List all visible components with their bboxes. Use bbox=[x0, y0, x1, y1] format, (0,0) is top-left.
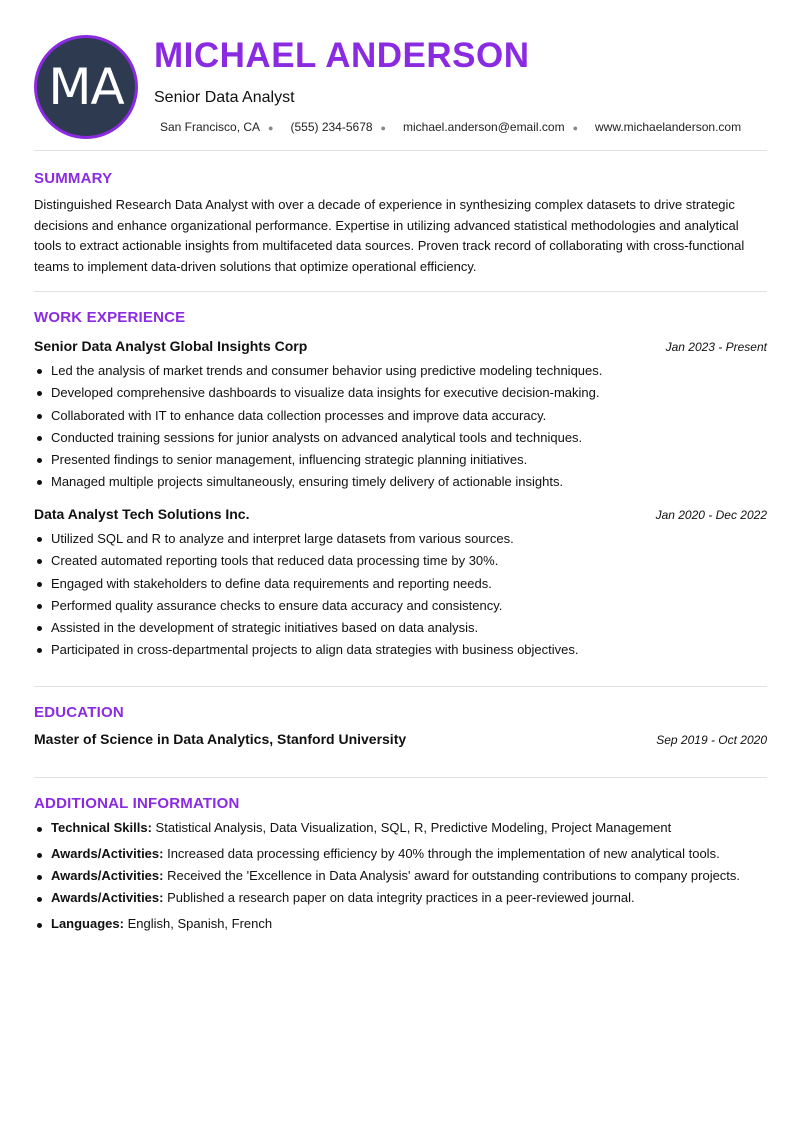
list-item: Developed comprehensive dashboards to visualize data insights for executive decision-making. bbox=[34, 382, 769, 404]
list-item: Assisted in the development of strategic initiatives based on data analysis. bbox=[34, 617, 769, 639]
contact-website[interactable]: www.michaelanderson.com bbox=[595, 120, 742, 134]
list-item: Led the analysis of market trends and consumer behavior using predictive modeling techniques. bbox=[34, 360, 769, 382]
list-item bbox=[34, 916, 774, 938]
job-dates: Jan 2023 - Present bbox=[665, 340, 767, 354]
avatar-initials: MA bbox=[48, 58, 124, 116]
item-label: Technical Skills: bbox=[51, 820, 152, 835]
list-item: Engaged with stakeholders to define data requirements and reporting needs. bbox=[34, 573, 769, 595]
candidate-title: Senior Data Analyst bbox=[154, 89, 295, 106]
job-bullets bbox=[34, 528, 769, 662]
contact-phone: (555) 234-5678 bbox=[290, 120, 373, 134]
list-item bbox=[34, 846, 774, 868]
job-bullets bbox=[34, 360, 769, 494]
additional-heading: ADDITIONAL INFORMATION bbox=[34, 795, 240, 812]
list-item: Performed quality assurance checks to ensure data accuracy and consistency. bbox=[34, 595, 769, 617]
list-item bbox=[34, 868, 774, 890]
divider bbox=[34, 150, 767, 151]
item-text: Statistical Analysis, Data Visualization, SQL, R, Predictive Modeling, Project Management bbox=[155, 820, 672, 835]
item-label: Languages: bbox=[51, 916, 124, 931]
candidate-name: MICHAEL ANDERSON bbox=[154, 36, 530, 75]
item-text: Received the 'Excellence in Data Analysis' award for outstanding contributions to company projects. bbox=[167, 868, 741, 883]
divider bbox=[34, 686, 767, 687]
list-item: Created automated reporting tools that reduced data processing time by 30%. bbox=[34, 550, 769, 572]
list-item bbox=[34, 890, 774, 916]
job-dates: Jan 2020 - Dec 2022 bbox=[655, 508, 767, 522]
job-role: Senior Data Analyst Global Insights Corp bbox=[34, 338, 308, 354]
job-role: Data Analyst Tech Solutions Inc. bbox=[34, 506, 250, 522]
experience-heading: WORK EXPERIENCE bbox=[34, 309, 186, 326]
additional-list bbox=[34, 820, 774, 938]
item-label: Awards/Activities: bbox=[51, 846, 164, 861]
bullet-separator-icon: ● bbox=[380, 123, 386, 133]
education-entry bbox=[34, 731, 767, 747]
list-item bbox=[34, 820, 774, 846]
list-item: Presented findings to senior management, influencing strategic planning initiatives. bbox=[34, 449, 769, 471]
job-header bbox=[34, 338, 767, 354]
list-item: Conducted training sessions for junior analysts on advanced analytical tools and techniques. bbox=[34, 427, 769, 449]
bullet-separator-icon: ● bbox=[268, 123, 274, 133]
item-label: Awards/Activities: bbox=[51, 890, 164, 905]
list-item: Utilized SQL and R to analyze and interpret large datasets from various sources. bbox=[34, 528, 769, 550]
avatar bbox=[34, 35, 138, 139]
item-label: Awards/Activities: bbox=[51, 868, 164, 883]
education-dates: Sep 2019 - Oct 2020 bbox=[656, 733, 767, 747]
list-item: Collaborated with IT to enhance data collection processes and improve data accuracy. bbox=[34, 405, 769, 427]
item-text: English, Spanish, French bbox=[127, 916, 273, 931]
education-degree: Master of Science in Data Analytics, Stanford University bbox=[34, 731, 407, 747]
contact-bar bbox=[160, 120, 741, 134]
summary-text: Distinguished Research Data Analyst with over a decade of experience in synthesizing complex datasets to drive strategic decisions and enhance organizational performance. Expertise in utilizing advanced statistical methodologies and analytical tools to extract actionable insights from multifaceted data sources. Proven track record of collaborating with cross-functional teams to implement data-driven solutions that optimize operational efficiency. bbox=[34, 197, 745, 274]
contact-email[interactable]: michael.anderson@email.com bbox=[402, 120, 565, 134]
contact-location: San Francisco, CA bbox=[160, 120, 261, 134]
job-header bbox=[34, 506, 767, 522]
list-item: Participated in cross-departmental projects to align data strategies with business objectives. bbox=[34, 639, 769, 661]
bullet-separator-icon: ● bbox=[572, 123, 579, 133]
divider bbox=[34, 291, 767, 292]
divider bbox=[34, 777, 767, 778]
summary-heading: SUMMARY bbox=[34, 170, 113, 187]
item-text: Increased data processing efficiency by 40% through the implementation of new analytical tools. bbox=[167, 846, 720, 861]
education-heading: EDUCATION bbox=[34, 704, 124, 721]
list-item: Managed multiple projects simultaneously, ensuring timely delivery of actionable insights. bbox=[34, 471, 769, 493]
item-text: Published a research paper on data integrity practices in a peer-reviewed journal. bbox=[167, 890, 635, 905]
